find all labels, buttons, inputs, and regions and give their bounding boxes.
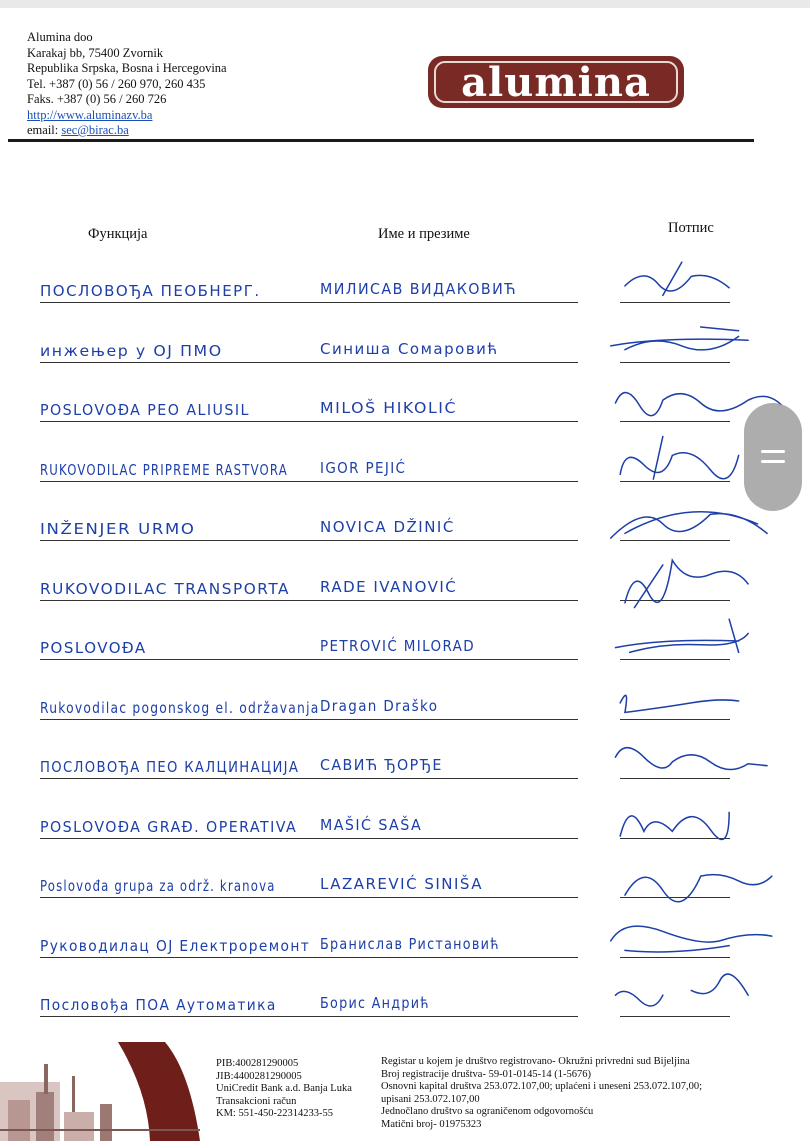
footer-line: KM: 551-450-22314233-55 [216, 1108, 333, 1120]
footer-line: Jednočlano društvo sa ograničenom odgovornošću [381, 1106, 594, 1118]
name-underline [310, 957, 578, 958]
company-address: Karakaj bb, 75400 Zvornik [27, 45, 164, 60]
footer-bank-info [216, 1058, 352, 1121]
function-cell: Rukovodilac pogonskog el. održavanja [40, 699, 320, 717]
signature-mark [606, 970, 786, 1026]
name-cell: PETROVIĆ MILORAD [320, 637, 475, 655]
function-cell: ПОСЛОВОЂА ПЕОБНЕРГ. [40, 282, 261, 300]
footer-line: Transakcioni račun [216, 1095, 297, 1107]
website-link[interactable]: http://www.aluminazv.ba [27, 107, 153, 122]
function-underline [40, 302, 310, 303]
name-underline [310, 302, 578, 303]
name-underline [310, 1016, 578, 1017]
signature-mark [606, 256, 786, 312]
name-cell: Бранислав Ристановић [320, 935, 500, 953]
signature-mark [606, 732, 786, 788]
function-cell: Пословођа ПОА Аутоматика [40, 996, 277, 1014]
footer-registration-info [381, 1056, 741, 1132]
function-cell: инжењер у ОЈ ПМО [40, 342, 223, 360]
email-line [27, 123, 227, 139]
footer-line: UniCredit Bank a.d. Banja Luka [216, 1083, 352, 1095]
function-underline [40, 659, 310, 660]
email-link[interactable]: sec@birac.ba [61, 123, 129, 137]
function-underline [40, 421, 310, 422]
column-header-signature: Потпис [668, 220, 714, 236]
footer-line: JIB:4400281290005 [216, 1070, 302, 1082]
factory-photo [0, 1042, 200, 1141]
signature-mark [606, 792, 786, 848]
function-cell: POSLOVOĐA PEO ALIUSIL [40, 401, 250, 419]
function-cell: ПОСЛОВОЂА ПЕО КАЛЦИНАЦИЈА [40, 758, 300, 776]
name-cell: Синиша Сомаровић [320, 340, 499, 358]
name-underline [310, 838, 578, 839]
footer-line: Registar u kojem je društvo registrovano- Okružni privredni sud Bijeljina [381, 1056, 690, 1067]
header-rule [8, 139, 754, 142]
function-underline [40, 362, 310, 363]
company-tel: Tel. +387 (0) 56 / 260 970, 260 435 [27, 76, 206, 91]
company-region: Republika Srpska, Bosna i Hercegovina [27, 61, 227, 75]
function-underline [40, 1016, 310, 1017]
function-underline [40, 957, 310, 958]
name-underline [310, 600, 578, 601]
name-cell: LAZAREVIĆ SINIŠA [320, 875, 483, 893]
function-underline [40, 481, 310, 482]
name-underline [310, 481, 578, 482]
name-cell: САВИЋ ЂОРЂЕ [320, 756, 443, 774]
function-underline [40, 540, 310, 541]
name-cell: Dragan Draško [320, 697, 439, 715]
top-strip [0, 0, 810, 8]
name-cell: IGOR PEJIĆ [320, 459, 407, 477]
footer-line: PIB:400281290005 [216, 1058, 299, 1069]
name-underline [310, 362, 578, 363]
name-cell: МИЛИСАВ ВИДАКОВИЋ [320, 280, 517, 298]
function-underline [40, 719, 310, 720]
signature-mark [606, 316, 786, 372]
name-cell: MILOŠ HIKOLIĆ [320, 399, 458, 417]
company-name: Alumina doo [27, 30, 93, 44]
function-underline [40, 897, 310, 898]
name-underline [310, 421, 578, 422]
name-cell: RADE IVANOVIĆ [320, 578, 458, 596]
footer-line: Osnovni kapital društva 253.072.107,00; uplaćeni i uneseni 253.072.107,00; [381, 1081, 703, 1093]
name-underline [310, 897, 578, 898]
footer-line: Matični broj- 01975323 [381, 1118, 482, 1130]
footer-line: Broj registracije društva- 59-01-0145-14 (1-5676) [381, 1068, 591, 1080]
name-underline [310, 719, 578, 720]
signature-mark [606, 613, 786, 669]
function-cell: RUKOVODILAC PRIPREME RASTVORA [40, 461, 288, 479]
name-cell: Борис Андрић [320, 994, 430, 1012]
logo-text: alumina [461, 58, 651, 106]
footer-line: upisani 253.072.107,00 [381, 1093, 480, 1105]
signature-mark [606, 851, 786, 907]
name-cell: NOVICA DŽINIĆ [320, 518, 455, 536]
email-label: email: [27, 123, 62, 137]
signature-mark [606, 673, 786, 729]
name-underline [310, 778, 578, 779]
table-row [0, 984, 810, 1044]
company-info [27, 30, 227, 139]
function-underline [40, 778, 310, 779]
scrollbar-thumb[interactable] [744, 403, 802, 511]
column-header-function: Функција [88, 226, 148, 242]
grip-line [761, 450, 785, 453]
function-cell: INŽENJER URMO [40, 520, 196, 538]
function-underline [40, 838, 310, 839]
signature-mark [606, 911, 786, 967]
name-underline [310, 540, 578, 541]
grip-line [761, 460, 785, 463]
name-underline [310, 659, 578, 660]
function-cell: RUKOVODILAC TRANSPORTA [40, 580, 291, 598]
function-cell: Руководилац ОЈ Електроремонт [40, 937, 311, 955]
signature-mark [606, 554, 786, 610]
alumina-logo [428, 56, 684, 108]
name-cell: MAŠIĆ SAŠA [320, 816, 423, 834]
function-cell: Poslovođa grupa za održ. kranova [40, 877, 276, 895]
function-underline [40, 600, 310, 601]
column-header-name: Име и презиме [378, 226, 470, 242]
function-cell: POSLOVOĐA GRAĐ. OPERATIVA [40, 818, 298, 836]
company-fax: Faks. +387 (0) 56 / 260 726 [27, 92, 167, 106]
function-cell: POSLOVOĐA [40, 639, 147, 657]
